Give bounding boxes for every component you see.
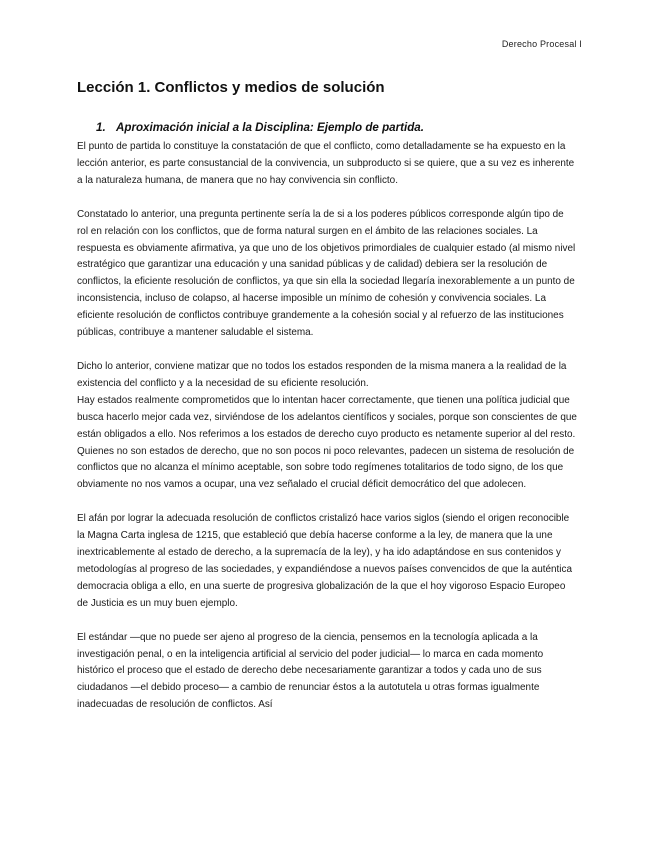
paragraph-4: Hay estados realmente comprometidos que lo intentan hacer correctamente, que tienen una política judicial que busca hacerlo mejor cada vez, sirviéndose de los adelantos científicos y sociales, porque son conscientes de que están obligados a ello. Nos referimos a los estados de derecho cuyo producto es netamente superior al del resto. Quienes no son estados de derecho, que no son pocos ni poco relevantes, padecen un sistema de resolución de conflictos que no alcanza el mínimo aceptable, son sobre todo regímenes totalitarios de todo signo, de los que obviamente no nos vamos a ocupar, una vez señalado el crucial déficit democrático del que adolecen. [77,394,577,491]
running-header: Derecho Procesal I [501,39,582,49]
section-title: Aproximación inicial a la Disciplina: Ejemplo de partida. [116,121,424,134]
paragraph-3: Dicho lo anterior, conviene matizar que no todos los estados responden de la misma manera a la realidad de la existencia del conflicto y a la necesidad de su eficiente resolución. [77,360,567,389]
section-heading [96,121,424,134]
paragraph-6: El estándar —que no puede ser ajeno al progreso de la ciencia, pensemos en la tecnología aplicada a la investigación penal, o en la inteligencia artificial al servicio del poder judicial— lo marca en cada momento histórico el proceso que el estado de derecho debe necesariamente garantizar a todos y cada uno de sus ciudadanos —el debido proceso— a cambio de renunciar éstos a la autotutela u otras formas igualmente inadecuadas de resolución de conflictos. Así [77,631,544,711]
paragraph-1: El punto de partida lo constituye la constatación de que el conflicto, como detalladamente se ha expuesto en la lección anterior, es parte consustancial de la convivencia, un subproducto si se quiere, que a su vez es inherente a la naturaleza humana, de manera que no hay convivencia sin conflicto. [77,141,575,186]
paragraph-2: Constatado lo anterior, una pregunta pertinente sería la de si a los poderes públicos corresponde algún tipo de rol en relación con los conflictos, que de forma natural surgen en el ámbito de las relaciones sociales. La respuesta es obviamente afirmativa, ya que uno de los objetivos primordiales de cualquier estado (al mismo nivel estratégico que garantizar una educación y una sanidad públicas y de calidad) debiera ser la resolución de conflictos, la eficiente resolución de conflictos, ya que sin ella la sociedad llegaría inexorablemente a un punto de inconsistencia, incluso de colapso, al hacerse imposible un mínimo de cohesión y convivencia sociales. La eficiente resolución de conflictos contribuye grandemente a la cohesión social y al refuerzo de las instituciones públicas, contribuye a mantener saludable el sistema. [77,208,576,339]
section-number: 1. [96,121,106,134]
lesson-title: Lección 1. Conflictos y medios de solución [77,79,385,96]
paragraph-5: El afán por lograr la adecuada resolución de conflictos cristalizó hace varios siglos (siendo el origen reconocible la Magna Carta inglesa de 1215, que estableció que debía hacerse conforme a la ley, de manera que la une inextricablemente al estado de derecho, a la supremacía de la ley), y ha ido adaptándose en sus contenidos y metodologías al progreso de las sociedades, y expandiéndose a nuevos países convencidos de que la auténtica democracia obliga a ello, en una suerte de progresiva globalización de la que el hoy vigoroso Espacio Europeo de Justicia es un muy buen ejemplo. [77,513,573,609]
body-text [77,139,577,714]
